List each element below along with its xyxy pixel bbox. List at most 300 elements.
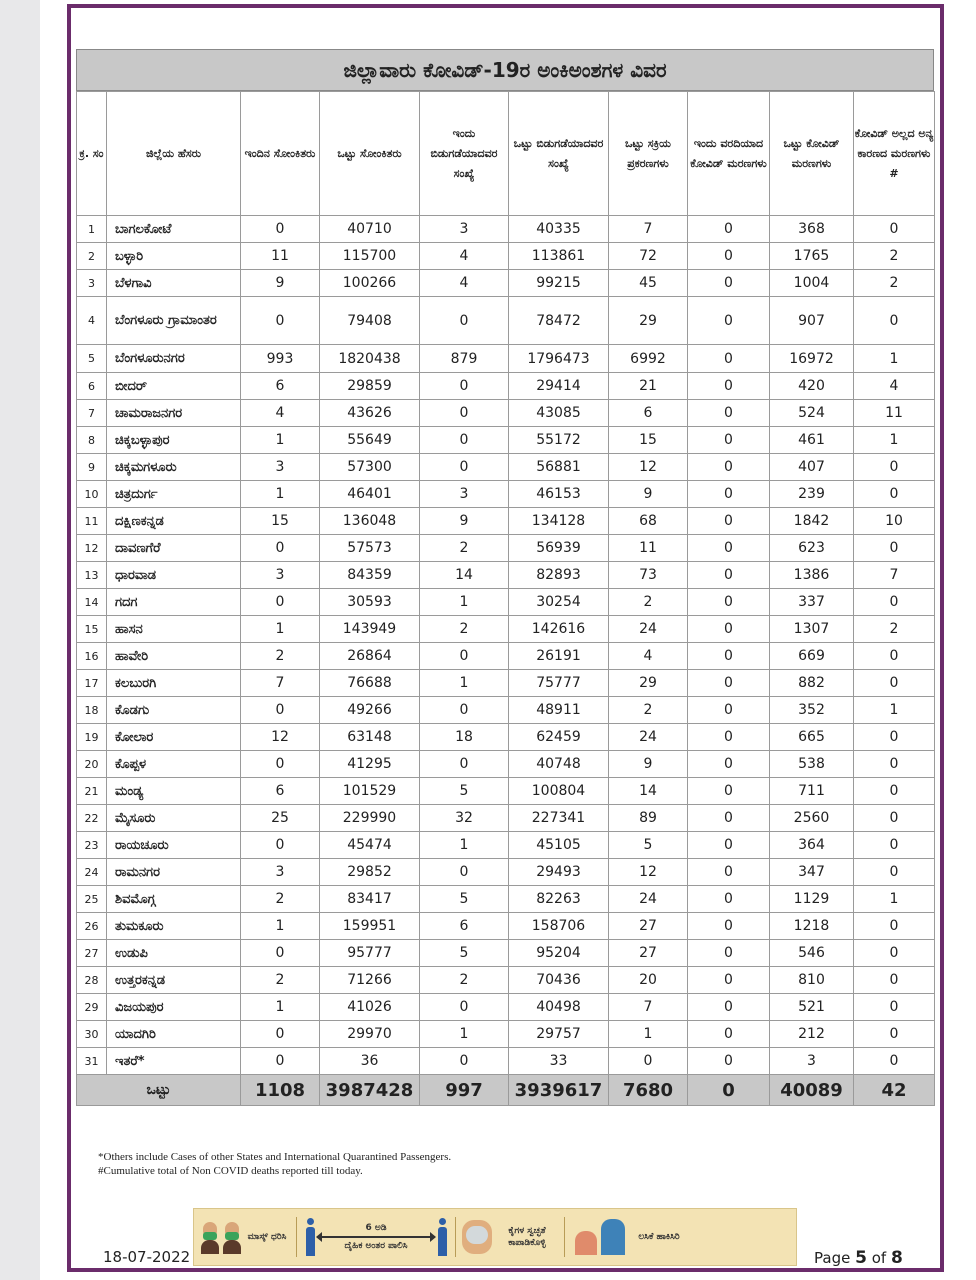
- cell-today-positive: 1: [241, 427, 320, 454]
- cell-district: ಉಡುಪಿ: [107, 940, 241, 967]
- cell-today-discharged: 2: [420, 535, 509, 562]
- cell-today-positive: 3: [241, 454, 320, 481]
- page-of: of: [871, 1249, 887, 1267]
- header-active: ಒಟ್ಟು ಸಕ್ರಿಯ ಪ್ರಕರಣಗಳು: [609, 92, 688, 216]
- table-row: [77, 270, 935, 297]
- cell-today-deaths: 0: [688, 243, 770, 270]
- cell-today-positive: 0: [241, 297, 320, 345]
- cell-today-discharged: 32: [420, 805, 509, 832]
- cell-today-discharged: 1: [420, 670, 509, 697]
- cell-district: ಚಿಕ್ಕಮಗಳೂರು: [107, 454, 241, 481]
- cell-today-discharged: 0: [420, 297, 509, 345]
- table-row: [77, 216, 935, 243]
- cell-sn: 31: [77, 1048, 107, 1075]
- cell-total-positive: 63148: [320, 724, 420, 751]
- cell-active: 7: [609, 216, 688, 243]
- cell-today-positive: 0: [241, 216, 320, 243]
- banner-mask-segment: [194, 1209, 296, 1265]
- cell-total-positive: 229990: [320, 805, 420, 832]
- distance-label: ದೈಹಿಕ ಅಂತರ ಪಾಲಿಸಿ: [344, 1241, 408, 1251]
- cell-total-discharged: 40498: [509, 994, 609, 1021]
- cell-today-positive: 1: [241, 616, 320, 643]
- cell-non-covid-deaths: 1: [854, 697, 935, 724]
- cell-sn: 12: [77, 535, 107, 562]
- cell-total-discharged: 40335: [509, 216, 609, 243]
- cell-total-positive: 41026: [320, 994, 420, 1021]
- cell-active: 12: [609, 454, 688, 481]
- cell-active: 6: [609, 400, 688, 427]
- cell-non-covid-deaths: 2: [854, 270, 935, 297]
- cell-non-covid-deaths: 2: [854, 616, 935, 643]
- cell-total-discharged: 29493: [509, 859, 609, 886]
- table-row: [77, 454, 935, 481]
- cell-today-discharged: 5: [420, 940, 509, 967]
- cell-total-positive: 41295: [320, 751, 420, 778]
- cell-total-positive: 76688: [320, 670, 420, 697]
- cell-non-covid-deaths: 0: [854, 724, 935, 751]
- cell-today-deaths: 0: [688, 886, 770, 913]
- cell-sn: 30: [77, 1021, 107, 1048]
- banner-vaccine-label: ಲಸಿಕೆ ಹಾಕಿಸಿರಿ: [638, 1232, 680, 1242]
- cell-today-deaths: 0: [688, 940, 770, 967]
- cell-district: ಯಾದಗಿರಿ: [107, 1021, 241, 1048]
- cell-total-discharged: 70436: [509, 967, 609, 994]
- cell-non-covid-deaths: 0: [854, 967, 935, 994]
- hand-wash-icon: [462, 1220, 492, 1254]
- table-row: [77, 481, 935, 508]
- cell-non-covid-deaths: 10: [854, 508, 935, 535]
- cell-non-covid-deaths: 4: [854, 373, 935, 400]
- table-row: [77, 994, 935, 1021]
- cell-total-discharged: 33: [509, 1048, 609, 1075]
- header-non-covid-deaths: ಕೋವಿಡ್ ಅಲ್ಲದ ಅನ್ಯ ಕಾರಣದ ಮರಣಗಳು #: [854, 92, 935, 216]
- cell-sn: 6: [77, 373, 107, 400]
- cell-total-discharged: 82893: [509, 562, 609, 589]
- cell-today-discharged: 0: [420, 454, 509, 481]
- cell-sn: 24: [77, 859, 107, 886]
- cell-today-discharged: 2: [420, 967, 509, 994]
- cell-total-discharged: 29414: [509, 373, 609, 400]
- cell-today-deaths: 0: [688, 616, 770, 643]
- cell-non-covid-deaths: 0: [854, 778, 935, 805]
- total-today-positive: 1108: [241, 1075, 320, 1106]
- cell-total-positive: 57573: [320, 535, 420, 562]
- cell-total-deaths: 420: [770, 373, 854, 400]
- cell-today-deaths: 0: [688, 724, 770, 751]
- cell-district: ಮೈಸೂರು: [107, 805, 241, 832]
- table-row: [77, 427, 935, 454]
- distance-value: 6 ಅಡಿ: [365, 1223, 387, 1233]
- cell-total-deaths: 711: [770, 778, 854, 805]
- cell-today-discharged: 6: [420, 913, 509, 940]
- cell-today-positive: 1: [241, 913, 320, 940]
- cell-today-positive: 7: [241, 670, 320, 697]
- cell-total-deaths: 1307: [770, 616, 854, 643]
- cell-today-discharged: 1: [420, 589, 509, 616]
- cell-today-positive: 0: [241, 589, 320, 616]
- cell-active: 9: [609, 751, 688, 778]
- total-active: 7680: [609, 1075, 688, 1106]
- cell-district: ರಾಯಚೂರು: [107, 832, 241, 859]
- page-total: 8: [890, 1248, 903, 1268]
- cell-active: 72: [609, 243, 688, 270]
- cell-today-discharged: 9: [420, 508, 509, 535]
- cell-total-positive: 159951: [320, 913, 420, 940]
- header-total-deaths: ಒಟ್ಟು ಕೋವಿಡ್ ಮರಣಗಳು: [770, 92, 854, 216]
- cell-non-covid-deaths: 0: [854, 643, 935, 670]
- cell-total-discharged: 45105: [509, 832, 609, 859]
- cell-non-covid-deaths: 0: [854, 805, 935, 832]
- cell-today-discharged: 4: [420, 270, 509, 297]
- cell-sn: 27: [77, 940, 107, 967]
- cell-today-deaths: 0: [688, 373, 770, 400]
- total-total-discharged: 3939617: [509, 1075, 609, 1106]
- cell-total-deaths: 3: [770, 1048, 854, 1075]
- cell-today-deaths: 0: [688, 643, 770, 670]
- banner-mask-label: ಮಾಸ್ಕ್ ಧರಿಸಿ: [247, 1232, 287, 1242]
- cell-today-positive: 0: [241, 1048, 320, 1075]
- total-label: ಒಟ್ಟು: [77, 1075, 241, 1106]
- cell-total-discharged: 95204: [509, 940, 609, 967]
- cell-today-deaths: 0: [688, 427, 770, 454]
- cell-total-positive: 26864: [320, 643, 420, 670]
- cell-total-positive: 45474: [320, 832, 420, 859]
- cell-total-deaths: 546: [770, 940, 854, 967]
- total-non-covid-deaths: 42: [854, 1075, 935, 1106]
- cell-today-deaths: 0: [688, 994, 770, 1021]
- cell-sn: 5: [77, 345, 107, 373]
- cell-non-covid-deaths: 1: [854, 427, 935, 454]
- cell-district: ಉತ್ತರಕನ್ನಡ: [107, 967, 241, 994]
- cell-district: ಶಿವಮೊಗ್ಗ: [107, 886, 241, 913]
- header-today-discharged: ಇಂದು ಬಿಡುಗಡೆಯಾದವರ ಸಂಖ್ಯೆ: [420, 92, 509, 216]
- cell-today-discharged: 879: [420, 345, 509, 373]
- total-total-deaths: 40089: [770, 1075, 854, 1106]
- table-row: [77, 967, 935, 994]
- cell-total-positive: 101529: [320, 778, 420, 805]
- table-row: [77, 886, 935, 913]
- footnote-non-covid: #Cumulative total of Non COVID deaths reported till today.: [98, 1165, 363, 1177]
- cell-today-deaths: 0: [688, 216, 770, 243]
- cell-today-positive: 0: [241, 832, 320, 859]
- cell-today-deaths: 0: [688, 589, 770, 616]
- header-today-positive: ಇಂದಿನ ಸೋಂಕಿತರು: [241, 92, 320, 216]
- cell-today-positive: 0: [241, 751, 320, 778]
- table-row: [77, 243, 935, 270]
- cell-today-positive: 4: [241, 400, 320, 427]
- cell-today-positive: 993: [241, 345, 320, 373]
- cell-today-positive: 1: [241, 481, 320, 508]
- cell-total-discharged: 56939: [509, 535, 609, 562]
- cell-today-positive: 2: [241, 643, 320, 670]
- table-row: [77, 940, 935, 967]
- cell-district: ಹಾವೇರಿ: [107, 643, 241, 670]
- cell-district: ಚಿಕ್ಕಬಳ್ಳಾಪುರ: [107, 427, 241, 454]
- cell-sn: 2: [77, 243, 107, 270]
- cell-total-positive: 71266: [320, 967, 420, 994]
- table-row: [77, 805, 935, 832]
- cell-non-covid-deaths: 0: [854, 751, 935, 778]
- cell-total-deaths: 352: [770, 697, 854, 724]
- person-icon: [305, 1218, 315, 1256]
- cell-total-discharged: 55172: [509, 427, 609, 454]
- cell-today-discharged: 0: [420, 697, 509, 724]
- cell-district: ಹಾಸನ: [107, 616, 241, 643]
- cell-today-deaths: 0: [688, 967, 770, 994]
- cell-total-deaths: 212: [770, 1021, 854, 1048]
- cell-non-covid-deaths: 0: [854, 216, 935, 243]
- cell-sn: 19: [77, 724, 107, 751]
- cell-today-deaths: 0: [688, 535, 770, 562]
- cell-total-deaths: 347: [770, 859, 854, 886]
- total-total-positive: 3987428: [320, 1075, 420, 1106]
- cell-today-deaths: 0: [688, 297, 770, 345]
- cell-district: ಇತರೆ*: [107, 1048, 241, 1075]
- cell-active: 89: [609, 805, 688, 832]
- table-row: [77, 562, 935, 589]
- cell-total-positive: 100266: [320, 270, 420, 297]
- table-body: [77, 216, 935, 1106]
- banner-distance-segment: [297, 1209, 455, 1265]
- cell-active: 14: [609, 778, 688, 805]
- table-row: [77, 751, 935, 778]
- cell-total-positive: 43626: [320, 400, 420, 427]
- cell-total-positive: 136048: [320, 508, 420, 535]
- cell-today-positive: 1: [241, 994, 320, 1021]
- cell-today-positive: 2: [241, 967, 320, 994]
- cell-total-deaths: 538: [770, 751, 854, 778]
- cell-total-deaths: 669: [770, 643, 854, 670]
- cell-district: ಬಳ್ಳಾರಿ: [107, 243, 241, 270]
- cell-non-covid-deaths: 0: [854, 994, 935, 1021]
- cell-today-discharged: 3: [420, 481, 509, 508]
- cell-sn: 11: [77, 508, 107, 535]
- cell-total-positive: 1820438: [320, 345, 420, 373]
- cell-total-discharged: 227341: [509, 805, 609, 832]
- cell-today-positive: 25: [241, 805, 320, 832]
- double-arrow-icon: [317, 1236, 435, 1238]
- cell-sn: 18: [77, 697, 107, 724]
- cell-total-deaths: 239: [770, 481, 854, 508]
- cell-today-discharged: 0: [420, 751, 509, 778]
- table-row: [77, 1021, 935, 1048]
- cell-total-discharged: 82263: [509, 886, 609, 913]
- cell-sn: 17: [77, 670, 107, 697]
- cell-non-covid-deaths: 7: [854, 562, 935, 589]
- cell-total-deaths: 521: [770, 994, 854, 1021]
- cell-active: 45: [609, 270, 688, 297]
- cell-total-discharged: 29757: [509, 1021, 609, 1048]
- cell-district: ತುಮಕೂರು: [107, 913, 241, 940]
- cell-total-positive: 36: [320, 1048, 420, 1075]
- cell-total-positive: 46401: [320, 481, 420, 508]
- cell-today-positive: 6: [241, 778, 320, 805]
- cell-today-deaths: 0: [688, 481, 770, 508]
- cell-total-positive: 29859: [320, 373, 420, 400]
- cell-today-discharged: 14: [420, 562, 509, 589]
- cell-today-discharged: 4: [420, 243, 509, 270]
- cell-today-positive: 15: [241, 508, 320, 535]
- cell-non-covid-deaths: 11: [854, 400, 935, 427]
- cell-non-covid-deaths: 0: [854, 454, 935, 481]
- cell-today-deaths: 0: [688, 751, 770, 778]
- cell-active: 24: [609, 616, 688, 643]
- cell-district: ಕಲಬುರಗಿ: [107, 670, 241, 697]
- cell-district: ಬೆಳಗಾವಿ: [107, 270, 241, 297]
- cell-today-discharged: 1: [420, 1021, 509, 1048]
- cell-district: ಧಾರವಾಡ: [107, 562, 241, 589]
- cell-sn: 1: [77, 216, 107, 243]
- cell-total-deaths: 1218: [770, 913, 854, 940]
- cell-active: 29: [609, 670, 688, 697]
- cell-active: 21: [609, 373, 688, 400]
- cell-today-positive: 0: [241, 535, 320, 562]
- header-district: ಜಿಲ್ಲೆಯ ಹೆಸರು: [107, 92, 241, 216]
- cell-non-covid-deaths: 0: [854, 535, 935, 562]
- cell-total-positive: 30593: [320, 589, 420, 616]
- cell-total-positive: 79408: [320, 297, 420, 345]
- covid-stats-table: [76, 91, 935, 1106]
- cell-total-deaths: 810: [770, 967, 854, 994]
- cell-non-covid-deaths: 0: [854, 832, 935, 859]
- table-title: ಜಿಲ್ಲಾವಾರು ಕೋವಿಡ್-19ರ ಅಂಕಿಅಂಶಗಳ ವಿವರ: [76, 49, 934, 91]
- cell-sn: 14: [77, 589, 107, 616]
- cell-total-discharged: 30254: [509, 589, 609, 616]
- cell-active: 29: [609, 297, 688, 345]
- cell-total-deaths: 461: [770, 427, 854, 454]
- cell-district: ಬೀದರ್: [107, 373, 241, 400]
- cell-total-positive: 95777: [320, 940, 420, 967]
- cell-district: ಚಿತ್ರದುರ್ಗ: [107, 481, 241, 508]
- cell-today-discharged: 0: [420, 994, 509, 1021]
- cell-sn: 8: [77, 427, 107, 454]
- cell-today-discharged: 5: [420, 778, 509, 805]
- cell-sn: 22: [77, 805, 107, 832]
- cell-today-deaths: 0: [688, 508, 770, 535]
- table-row: [77, 724, 935, 751]
- cell-district: ವಿಜಯಪುರ: [107, 994, 241, 1021]
- cell-today-discharged: 18: [420, 724, 509, 751]
- cell-total-discharged: 26191: [509, 643, 609, 670]
- total-row: [77, 1075, 935, 1106]
- cell-non-covid-deaths: 1: [854, 886, 935, 913]
- cell-district: ಬೆಂಗಳೂರುನಗರ: [107, 345, 241, 373]
- cell-district: ಬಾಗಲಕೋಟೆ: [107, 216, 241, 243]
- cell-total-positive: 57300: [320, 454, 420, 481]
- cell-sn: 9: [77, 454, 107, 481]
- cell-non-covid-deaths: 2: [854, 243, 935, 270]
- cell-total-positive: 49266: [320, 697, 420, 724]
- total-today-deaths: 0: [688, 1075, 770, 1106]
- table-row: [77, 697, 935, 724]
- cell-non-covid-deaths: 0: [854, 1021, 935, 1048]
- total-today-discharged: 997: [420, 1075, 509, 1106]
- cell-today-positive: 0: [241, 940, 320, 967]
- table-row: [77, 913, 935, 940]
- banner-hands-label: ಕೈಗಳ ಸ್ವಚ್ಛತೆ ಕಾಪಾಡಿಕೊಳ್ಳಿ: [508, 1226, 546, 1248]
- table-row: [77, 778, 935, 805]
- masked-woman-icon: [222, 1220, 242, 1254]
- cell-district: ಕೊಪ್ಪಳ: [107, 751, 241, 778]
- cell-non-covid-deaths: 1: [854, 345, 935, 373]
- cell-total-discharged: 113861: [509, 243, 609, 270]
- cell-today-positive: 6: [241, 373, 320, 400]
- cell-total-discharged: 134128: [509, 508, 609, 535]
- cell-today-discharged: 1: [420, 832, 509, 859]
- cell-total-positive: 84359: [320, 562, 420, 589]
- cell-total-deaths: 337: [770, 589, 854, 616]
- cell-today-positive: 9: [241, 270, 320, 297]
- cell-total-deaths: 407: [770, 454, 854, 481]
- cell-active: 6992: [609, 345, 688, 373]
- table-row: [77, 508, 935, 535]
- table-row: [77, 1048, 935, 1075]
- cell-active: 73: [609, 562, 688, 589]
- vaccination-icon: [571, 1217, 631, 1257]
- cell-total-deaths: 1765: [770, 243, 854, 270]
- cell-total-discharged: 158706: [509, 913, 609, 940]
- cell-active: 20: [609, 967, 688, 994]
- masked-man-icon: [200, 1220, 220, 1254]
- cell-today-deaths: 0: [688, 1048, 770, 1075]
- cell-total-positive: 29852: [320, 859, 420, 886]
- cell-active: 4: [609, 643, 688, 670]
- table-row: [77, 859, 935, 886]
- cell-today-positive: 3: [241, 562, 320, 589]
- cell-total-discharged: 142616: [509, 616, 609, 643]
- cell-active: 2: [609, 589, 688, 616]
- cell-non-covid-deaths: 0: [854, 913, 935, 940]
- cell-today-positive: 11: [241, 243, 320, 270]
- cell-total-discharged: 100804: [509, 778, 609, 805]
- cell-today-deaths: 0: [688, 270, 770, 297]
- cell-active: 27: [609, 913, 688, 940]
- cell-today-positive: 12: [241, 724, 320, 751]
- table-row: [77, 373, 935, 400]
- table-row: [77, 670, 935, 697]
- cell-today-discharged: 0: [420, 427, 509, 454]
- cell-active: 24: [609, 724, 688, 751]
- cell-today-deaths: 0: [688, 778, 770, 805]
- cell-total-discharged: 1796473: [509, 345, 609, 373]
- safety-banner: [193, 1208, 797, 1266]
- cell-total-deaths: 524: [770, 400, 854, 427]
- cell-active: 5: [609, 832, 688, 859]
- distance-arrow: [317, 1223, 435, 1251]
- table-row: [77, 643, 935, 670]
- footnote-others: *Others include Cases of other States and International Quarantined Passengers.: [98, 1151, 452, 1163]
- cell-today-deaths: 0: [688, 697, 770, 724]
- cell-today-deaths: 0: [688, 1021, 770, 1048]
- header-total-discharged: ಒಟ್ಟು ಬಿಡುಗಡೆಯಾದವರ ಸಂಖ್ಯೆ: [509, 92, 609, 216]
- cell-today-deaths: 0: [688, 832, 770, 859]
- cell-total-positive: 83417: [320, 886, 420, 913]
- cell-total-discharged: 43085: [509, 400, 609, 427]
- cell-active: 24: [609, 886, 688, 913]
- cell-total-deaths: 368: [770, 216, 854, 243]
- cell-active: 15: [609, 427, 688, 454]
- cell-district: ಚಾಮರಾಜನಗರ: [107, 400, 241, 427]
- cell-sn: 15: [77, 616, 107, 643]
- table-row: [77, 297, 935, 345]
- cell-sn: 29: [77, 994, 107, 1021]
- cell-total-deaths: 623: [770, 535, 854, 562]
- cell-today-discharged: 0: [420, 859, 509, 886]
- cell-active: 27: [609, 940, 688, 967]
- cell-today-discharged: 2: [420, 616, 509, 643]
- cell-total-deaths: 907: [770, 297, 854, 345]
- cell-non-covid-deaths: 0: [854, 297, 935, 345]
